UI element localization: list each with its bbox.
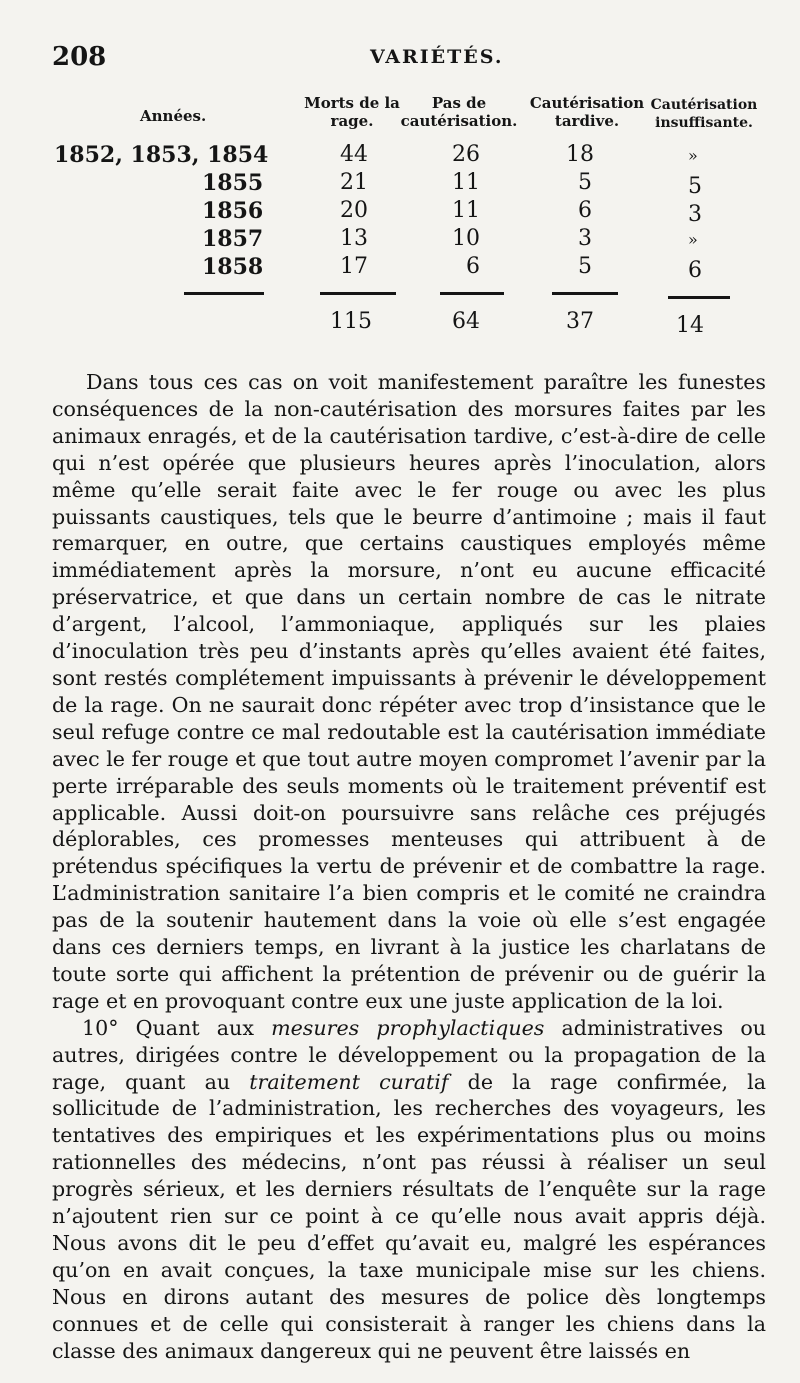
statistics-table	[0, 0, 800, 350]
total-rule-insufficient	[668, 296, 730, 299]
header-no-cauterization: Pas de cautérisation.	[400, 94, 518, 130]
row-2-year: 1855	[202, 170, 264, 196]
row-4-deaths: 13	[340, 226, 368, 251]
row-5-late: 5	[578, 254, 592, 279]
total-rule-none	[440, 292, 504, 295]
total-none: 64	[452, 309, 480, 334]
header-insufficient-cauterization: Cautérisation insuffisante.	[650, 97, 758, 131]
total-rule-deaths	[320, 292, 396, 295]
row-4-none: 10	[452, 226, 480, 251]
body-text	[52, 369, 766, 1365]
row-1-none: 26	[452, 142, 480, 167]
italic-phrase: mesures prophylactiques	[271, 1015, 545, 1040]
row-1-year: 1852, 1853, 1854	[54, 142, 269, 168]
row-4-late: 3	[578, 226, 592, 251]
row-4-insufficient: »	[688, 230, 698, 249]
row-3-insufficient: 3	[688, 202, 702, 227]
running-title: VARIÉTÉS.	[370, 46, 504, 68]
row-5-year: 1858	[202, 254, 264, 280]
header-deaths: Morts de la rage.	[304, 94, 400, 130]
row-4-year: 1857	[202, 226, 264, 252]
row-5-none: 6	[466, 254, 480, 279]
row-2-deaths: 21	[340, 170, 368, 195]
row-2-none: 11	[452, 170, 480, 195]
row-3-late: 6	[578, 198, 592, 223]
row-3-year: 1856	[202, 198, 264, 224]
row-1-insufficient: »	[688, 146, 698, 165]
total-rule-late	[552, 292, 618, 295]
row-1-deaths: 44	[340, 142, 368, 167]
row-2-late: 5	[578, 170, 592, 195]
total-rule-years	[184, 292, 264, 295]
row-2-insufficient: 5	[688, 174, 702, 199]
row-3-none: 11	[452, 198, 480, 223]
row-5-insufficient: 6	[688, 258, 702, 283]
header-years: Années.	[140, 107, 207, 125]
row-1-late: 18	[566, 142, 594, 167]
page-number: 208	[52, 42, 107, 72]
paragraph-prophylaxis: 10° Quant aux mesures prophylactiques administratives ou autres, dirigées contre le développement ou la propagation de la rage, quant au traitement curatif de la rage confirmée, la sollicitude de l’administration, les recherches des voyageurs, les tentatives des empiriques et les expérimentations plus ou moins rationnelles des médecins, n’ont pas réussi à réaliser un seul progrès sérieux, et les derniers résultats de l’enquête sur la rage n’ajoutent rien sur ce point à ce qu’elle nous avait appris déjà. Nous avons dit le peu d’effet qu’avait eu, malgré les espérances qu’on en avait conçues, la taxe municipale mise sur les chiens. Nous en dirons autant des mesures de police dès longtemps connues et de celle qui consisterait à ranger les chiens dans la classe des animaux dangereux qui ne peuvent être laissés en	[52, 1015, 767, 1363]
total-insufficient: 14	[676, 313, 704, 338]
row-3-deaths: 20	[340, 198, 368, 223]
italic-phrase: traitement curatif	[249, 1069, 449, 1094]
row-5-deaths: 17	[340, 254, 368, 279]
total-deaths: 115	[330, 309, 372, 334]
paragraph-conclusions: Dans tous ces cas on voit manifestement paraître les funestes conséquences de la non-cautérisation des morsures faites par les animaux enragés, et de la cautérisation tardive, c’est-à-dire de celle qui n’est opérée que plusieurs heures après l’inoculation, alors même qu’elle serait faite avec le fer rouge ou avec les plus puissants caustiques, tels que le beurre d’antimoine ; mais il faut remarquer, en outre, que certains caustiques employés même immédiatement après la morsure, n’ont eu aucune efficacité préservatrice, et que dans un certain nombre de cas le nitrate d’argent, l’alcool, l’ammoniaque, appliqués sur les plaies d’inoculation très peu d’instants après qu’elles avaient été faites, sont restés complétement impuissants à prévenir le développement de la rage. On ne saurait donc répéter avec trop d’insistance que le seul refuge contre ce mal redoutable est la cautérisation immédiate avec le fer rouge et que tout autre moyen compromet l’avenir par la perte irréparable des seuls moments où le traitement préventif est applicable. Aussi doit-on poursuivre sans relâche ces préjugés déplorables, ces promesses menteuses qui attribuent à de prétendus spécifiques la vertu de prévenir et de combattre la rage. L’administration sanitaire l’a bien compris et le comité ne craindra pas de la soutenir hautement dans la voie où elle s’est engagée dans ces derniers temps, en livrant à la justice les charlatans de toute sorte qui affichent la prétention de prévenir ou de guérir la rage et en provoquant contre eux une juste application de la loi.	[52, 370, 766, 1013]
total-late: 37	[566, 309, 594, 334]
header-late-cauterization: Cautérisation tardive.	[529, 94, 645, 130]
